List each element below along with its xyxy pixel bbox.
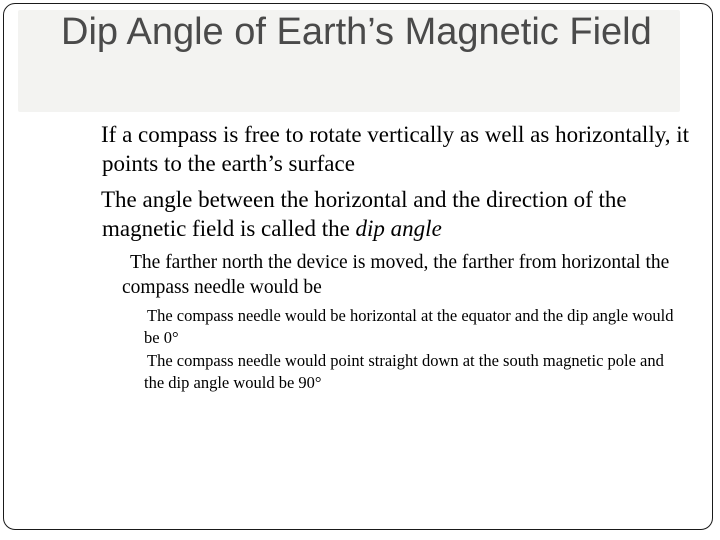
bullet-text: The compass needle would be horizontal at the equator and the dip angle would be 0° [144,306,674,347]
bullet-text: The farther north the device is moved, the farther from horizontal the compass needle would be [122,252,670,298]
bullet-level2 [100,250,680,300]
bullet-level1 [80,185,690,243]
bullet-text-plain: The angle between the horizontal and the direction of the magnetic field is called the [101,187,627,241]
bullet-level3 [128,350,688,394]
slide-title: Dip Angle of Earth’s Magnetic Field [61,11,652,53]
bullet-level1 [80,120,690,178]
bullet-text: If a compass is free to rotate vertically as well as horizontally, it points to the earth’s surface [101,122,689,176]
bullet-text: The compass needle would point straight down at the south magnetic pole and the dip angle would be 90° [144,351,664,392]
bullet-text [102,185,690,243]
dip-angle-term: dip angle [355,216,442,241]
bullet-level3 [128,305,688,349]
